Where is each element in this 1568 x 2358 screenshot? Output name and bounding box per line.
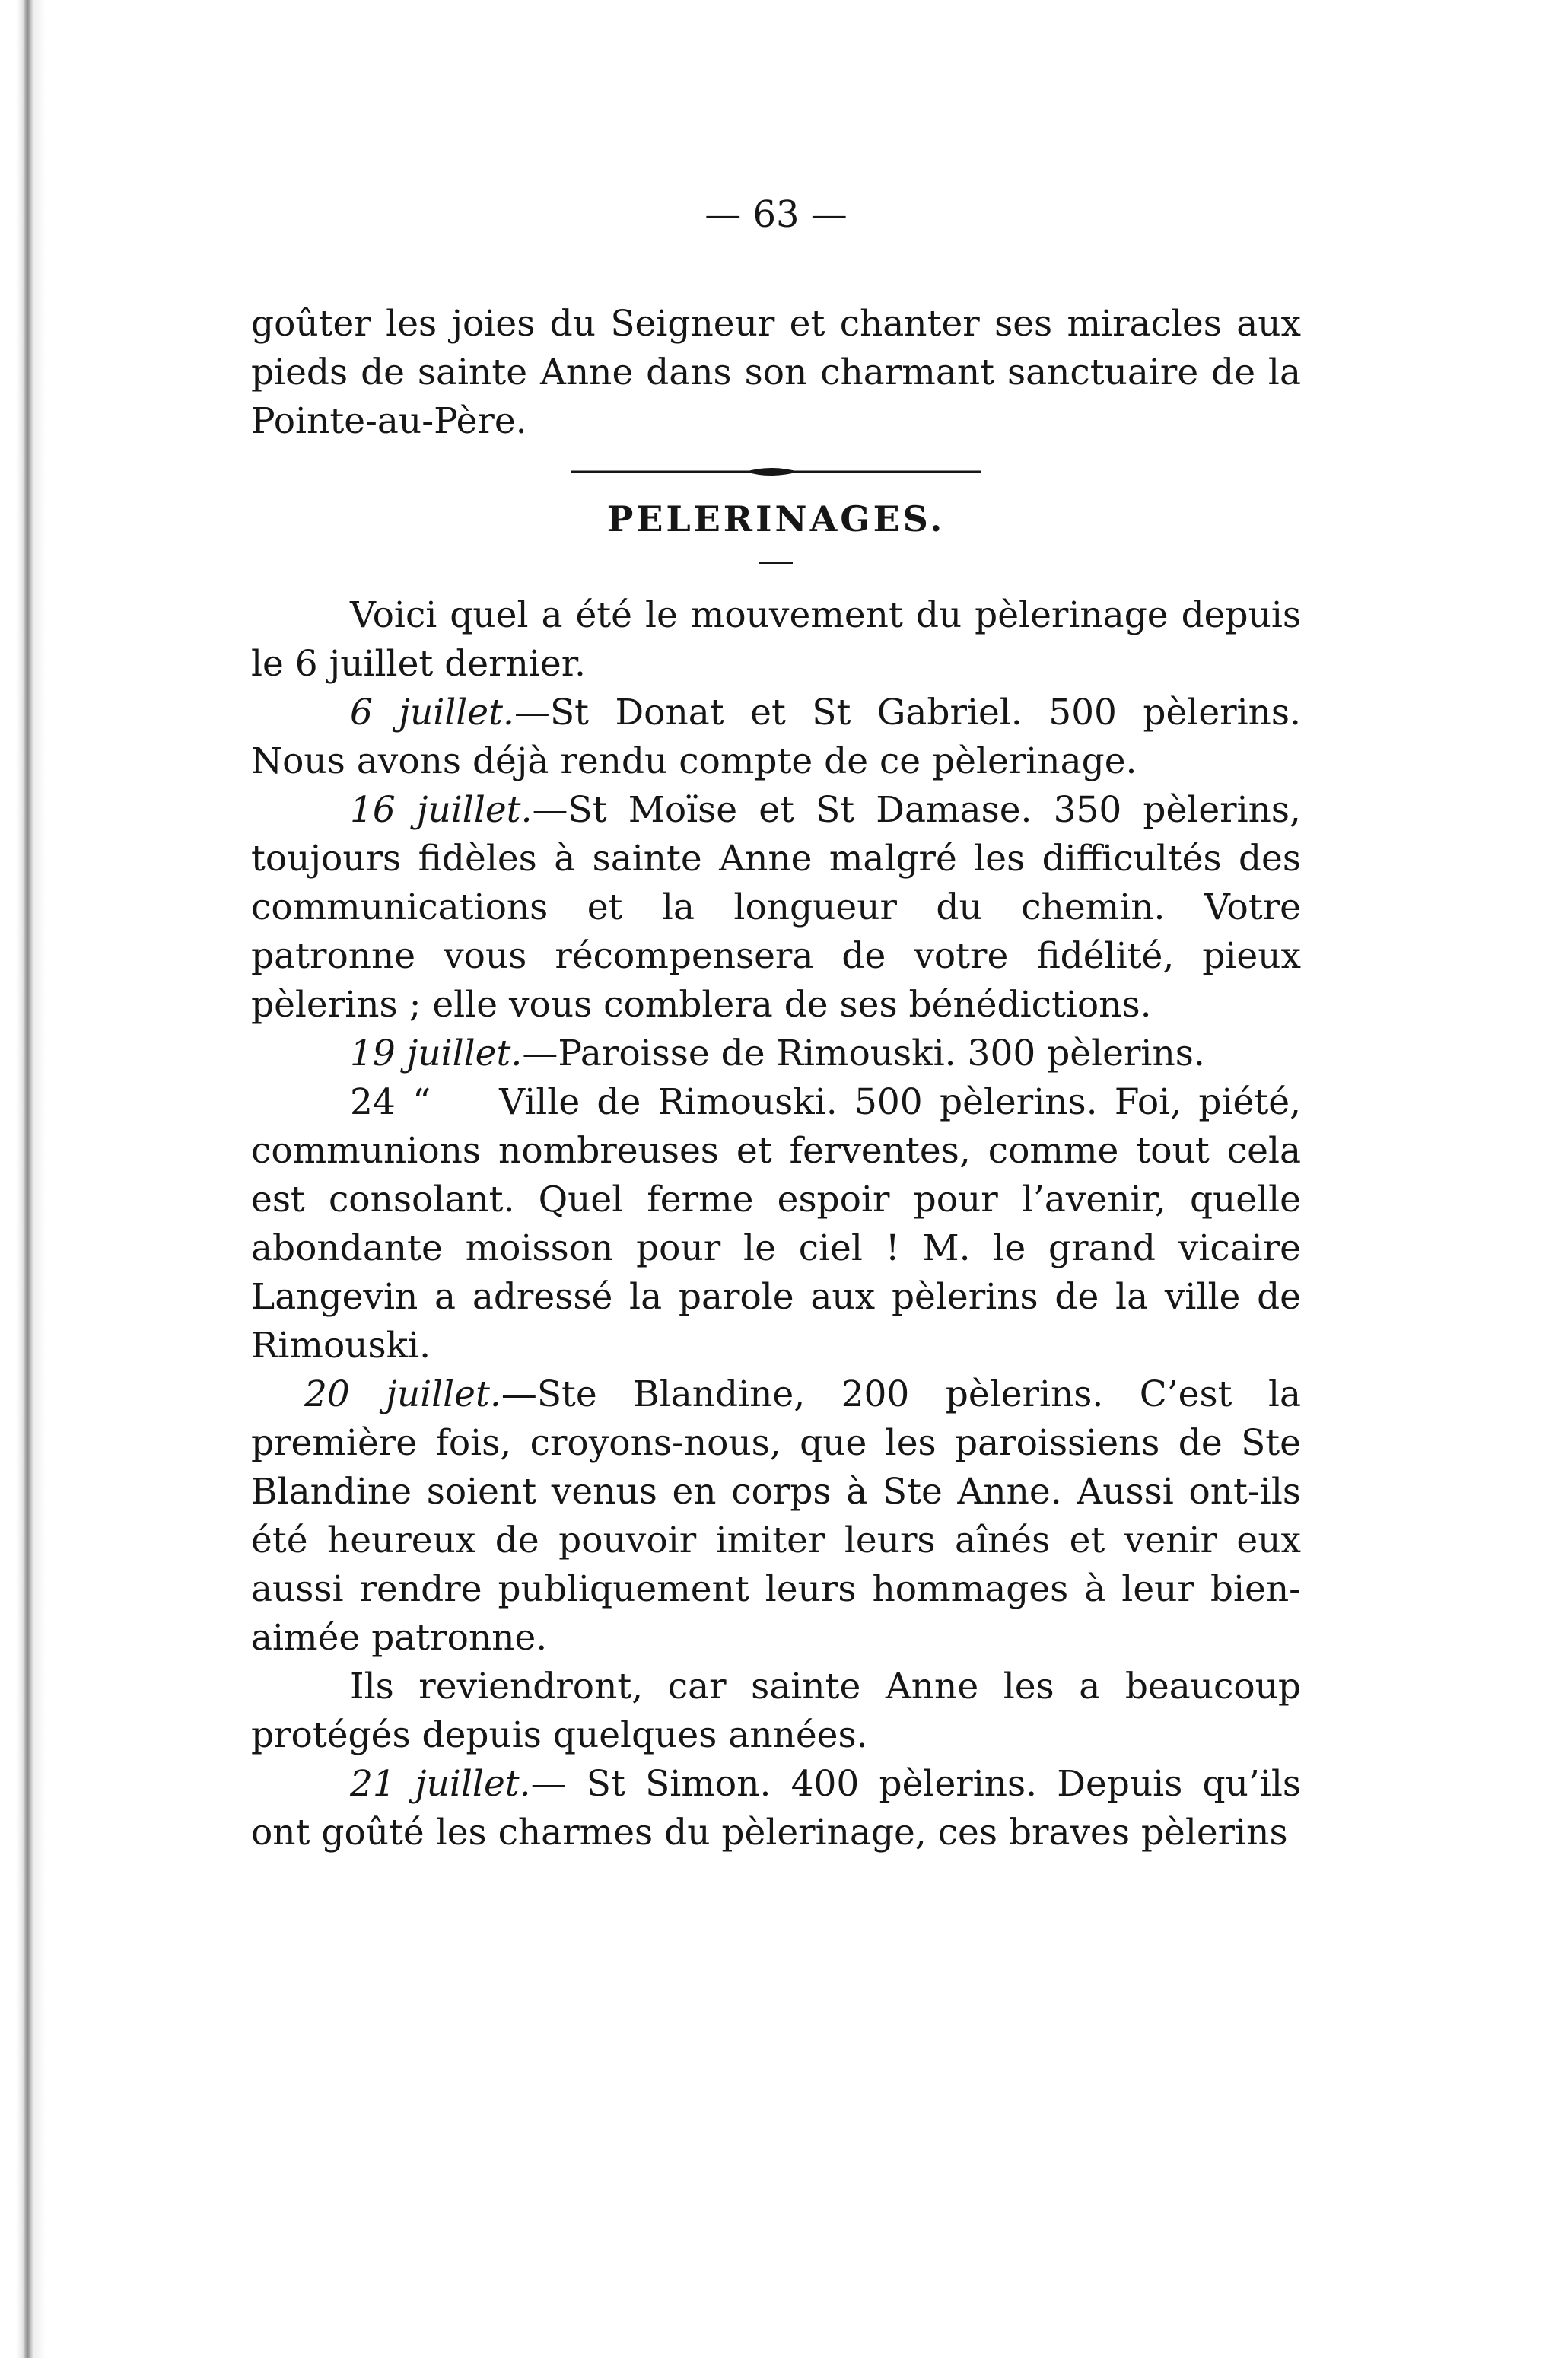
entry-text: Ils reviendront, car sainte Anne les a beaucoup protégés depuis quelques années. bbox=[251, 1666, 1301, 1756]
book-page bbox=[251, 190, 1301, 1857]
entry-6 bbox=[251, 1663, 1301, 1760]
intro-paragraph: goûter les joies du Seigneur et chanter ses miracles aux pieds de sainte Anne dans son charmant sanctuaire de la Pointe-au-Père. bbox=[251, 303, 1301, 442]
entry-date: 24 “ bbox=[350, 1081, 431, 1123]
opening-paragraph: Voici quel a été le mouvement du pèlerinage depuis le 6 juillet dernier. bbox=[251, 594, 1301, 685]
entry-1 bbox=[251, 689, 1301, 786]
entry-date: 20 juillet. bbox=[304, 1373, 501, 1415]
entry-text: Ville de Rimouski. 500 pèlerins. Foi, piété, communions nombreuses et ferventes, comme tout cela est consolant. Quel ferme espoir pour l’avenir, quelle abondante moisson pour le ciel ! M. le grand vicaire Langevin a adressé la parole aux pèlerins de la ville de Rimouski. bbox=[251, 1081, 1302, 1367]
entry-date: 21 juillet. bbox=[350, 1763, 531, 1805]
entry-text: —Paroisse de Rimouski. 300 pèlerins. bbox=[522, 1033, 1205, 1074]
entry-text: —Ste Blandine, 200 pèlerins. C’est la première fois, croyons-nous, que les paroissiens de Ste Blandine soient venus en corps à Ste Anne. Aussi ont-ils été heureux de pouvoir imiter leurs aînés et venir eux aussi rendre publiquement leurs hommages à leur bien-aimée patronne. bbox=[251, 1373, 1301, 1659]
entry-5 bbox=[251, 1370, 1301, 1663]
title-dash bbox=[759, 562, 793, 564]
entry-text: —St Donat et St Gabriel. 500 pèlerins. Nous avons déjà rendu compte de ce pèlerinage. bbox=[251, 692, 1301, 782]
ornamental-rule bbox=[571, 457, 981, 487]
entry-2 bbox=[251, 786, 1301, 1029]
entry-4 bbox=[251, 1078, 1301, 1370]
section-title: PELERINAGES. bbox=[606, 498, 946, 539]
entry-date: 19 juillet. bbox=[350, 1033, 523, 1074]
entry-date: 16 juillet. bbox=[350, 789, 533, 831]
page-number: — 63 — bbox=[704, 193, 848, 236]
entry-text: —St Moïse et St Damase. 350 pèlerins, toujours fidèles à sainte Anne malgré les difficultés des communications et la longueur du chemin. Votre patronne vous récompensera de votre fidélité, pieux pèlerins ; elle vous comblera de ses bénédictions. bbox=[251, 789, 1301, 1026]
entry-3 bbox=[251, 1029, 1301, 1078]
scan-binding-edge bbox=[0, 0, 67, 2358]
entry-7 bbox=[251, 1760, 1301, 1857]
entry-date: 6 juillet. bbox=[350, 692, 514, 733]
entry-text: — St Simon. 400 pèlerins. Depuis qu’ils ont goûté les charmes du pèlerinage, ces braves pèlerins bbox=[251, 1763, 1301, 1854]
